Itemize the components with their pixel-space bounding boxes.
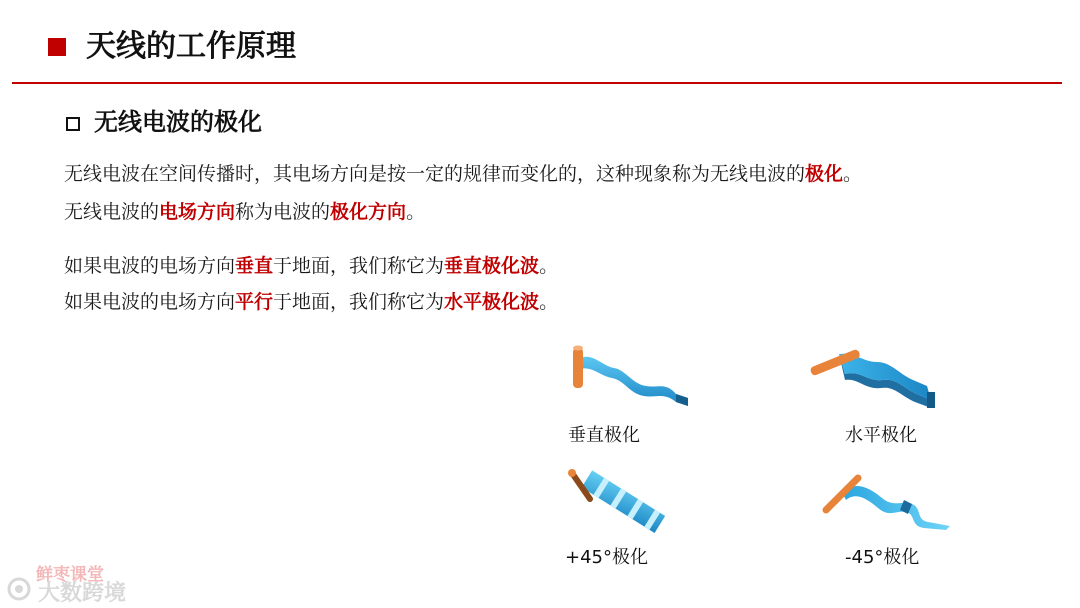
caption-plus45: +45°极化: [565, 547, 648, 568]
paragraph-text: 。: [406, 201, 426, 223]
watermark-logo-icon: [6, 576, 32, 602]
paragraph-text: 于地面，我们称它为: [273, 291, 445, 313]
paragraph-text: 于地面，我们称它为: [273, 255, 445, 277]
paragraph-text: 称为电波的: [235, 201, 331, 223]
title-bullet-square: [48, 38, 66, 56]
caption-vertical: 垂直极化: [568, 425, 640, 446]
caption-horizontal: 水平极化: [845, 425, 917, 446]
highlight-term: 平行: [235, 291, 274, 313]
caption-minus45: -45°极化: [845, 547, 920, 568]
section-bullet-square: [66, 117, 80, 131]
watermark-bottom-text: 大数跨境: [38, 581, 127, 606]
minus45-polarization-diagram: [812, 470, 957, 540]
highlight-term: 电场方向: [159, 201, 236, 223]
paragraph-text: 无线电波的: [64, 201, 160, 223]
paragraph-text: 。: [843, 163, 863, 185]
paragraph-text: 。: [539, 291, 559, 313]
highlight-term: 极化方向: [330, 201, 407, 223]
paragraph-definition: [64, 161, 862, 187]
vertical-polarization-diagram: [560, 340, 700, 420]
watermark: [6, 560, 156, 604]
paragraph-horizontal: [64, 289, 558, 315]
highlight-term: 极化: [805, 163, 844, 185]
section-title: 无线电波的极化: [94, 108, 262, 136]
paragraph-text: 如果电波的电场方向: [64, 255, 236, 277]
paragraph-text: 如果电波的电场方向: [64, 291, 236, 313]
paragraph-text: 无线电波在空间传播时，其电场方向是按一定的规律而变化的，这种现象称为无线电波的: [64, 163, 806, 185]
slide-title: 天线的工作原理: [86, 29, 296, 64]
watermark-top-text: 鲜枣课堂: [36, 565, 104, 585]
paragraph-vertical: [64, 253, 558, 279]
paragraph-direction: [64, 199, 425, 225]
plus45-polarization-diagram: [560, 465, 670, 535]
paragraph-text: 。: [539, 255, 559, 277]
highlight-term: 水平极化波: [444, 291, 540, 313]
title-divider: [12, 82, 1062, 84]
horizontal-polarization-diagram: [805, 340, 950, 420]
highlight-term: 垂直极化波: [444, 255, 540, 277]
highlight-term: 垂直: [235, 255, 274, 277]
